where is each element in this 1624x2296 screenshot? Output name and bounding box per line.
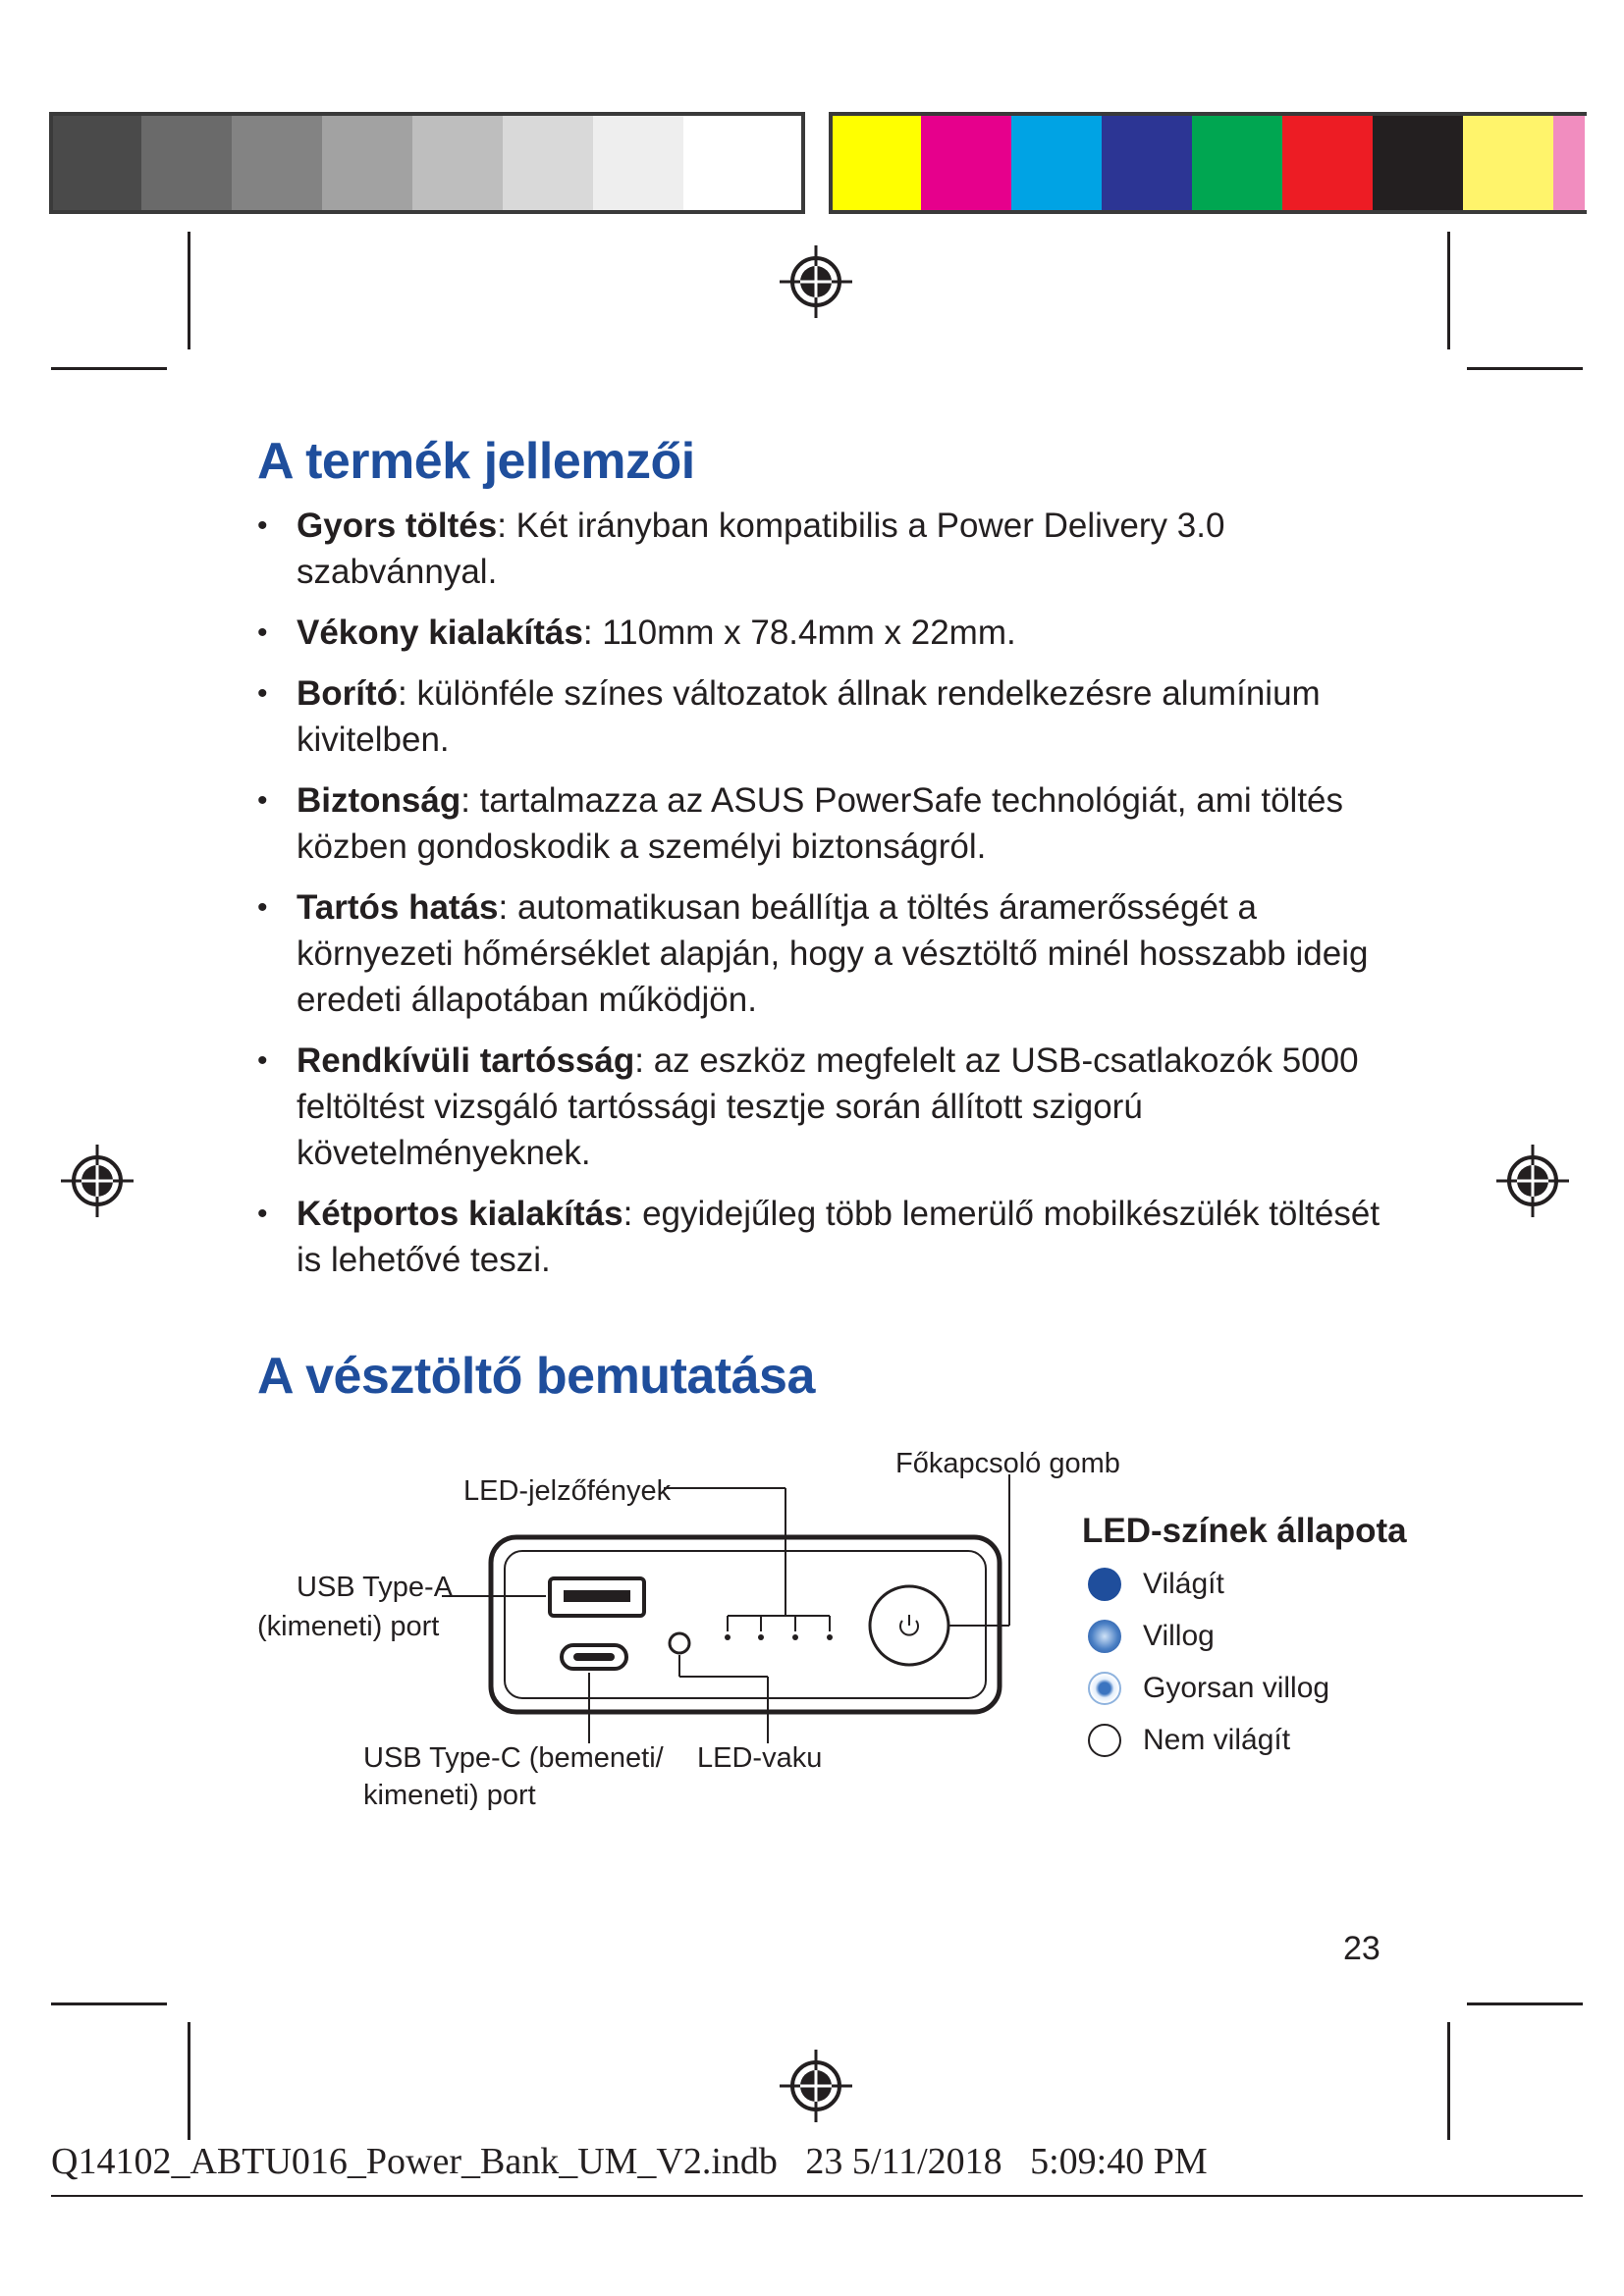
color-bar-frame	[829, 112, 1587, 214]
feature-item	[257, 884, 1396, 1023]
feature-term: Rendkívüli tartósság	[297, 1041, 635, 1080]
label-main-switch: Főkapcsoló gomb	[895, 1448, 1120, 1479]
usb-a-port	[550, 1578, 644, 1616]
feature-description: : az eszköz megfelelt az USB-csatlakozók 5000 feltöltést vizsgáló tartóssági tesztje során állított szigorú követelményeknek.	[297, 1041, 1359, 1172]
legend-label: Világít	[1143, 1568, 1224, 1600]
registration-mark-icon	[778, 2048, 854, 2124]
registration-mark-icon	[59, 1143, 135, 1219]
feature-description: : egyidejűleg több lemerülő mobilkészülék töltését is lehetővé teszi.	[297, 1195, 1380, 1279]
label-usb-a-line2: (kimeneti) port	[257, 1611, 440, 1642]
legend-item	[1088, 1615, 1215, 1658]
feature-term: Borító	[297, 674, 399, 713]
legend-label: Nem világít	[1143, 1724, 1291, 1756]
legend-label: Villog	[1143, 1620, 1215, 1652]
feature-description: : különféle színes változatok állnak rendelkezésre alumínium kivitelben.	[297, 674, 1321, 759]
feature-term: Vékony kialakítás	[297, 614, 583, 652]
grayscale-bar-frame	[49, 112, 805, 214]
crop-mark	[1467, 2002, 1583, 2005]
footer-rule	[51, 2195, 1583, 2197]
usb-c-port	[562, 1645, 626, 1669]
label-led-indicators: LED-jelzőfények	[463, 1475, 672, 1507]
legend-item	[1088, 1667, 1329, 1710]
led-legend-title: LED-színek állapota	[1082, 1512, 1407, 1550]
feature-description: : automatikusan beállítja a töltés áramerősségét a környezeti hőmérséklet alapján, hogy a vésztöltő minél hosszabb ideig eredeti állapotában működjön.	[297, 888, 1369, 1019]
label-usb-c-line1: USB Type-C (bemeneti/	[363, 1742, 664, 1774]
label-usb-c-line2: kimeneti) port	[363, 1780, 536, 1811]
crop-mark	[1467, 367, 1583, 370]
led-indicator-dot	[827, 1634, 833, 1640]
led-indicator-dot	[725, 1634, 731, 1640]
feature-item	[257, 670, 1396, 763]
led-status-icon	[1088, 1568, 1121, 1601]
feature-list	[257, 503, 1396, 1298]
power-icon	[900, 1621, 918, 1635]
led-status-icon	[1088, 1724, 1121, 1757]
feature-term: Tartós hatás	[297, 888, 499, 927]
crop-mark	[51, 2002, 167, 2005]
legend-item	[1088, 1719, 1290, 1762]
file-footer: Q14102_ABTU016_Power_Bank_UM_V2.indb 23 5/11/2018 5:09:40 PM	[51, 2141, 1208, 2182]
usb-a-port-tongue	[564, 1590, 630, 1602]
label-usb-a-line1: USB Type-A	[297, 1572, 454, 1603]
section-title-features: A termék jellemzői	[257, 433, 695, 490]
feature-term: Gyors töltés	[297, 507, 498, 545]
crop-mark	[188, 232, 190, 349]
page-number: 23	[1343, 1930, 1380, 1967]
led-status-icon	[1088, 1672, 1121, 1705]
power-button	[870, 1586, 948, 1665]
led-indicator-dot	[758, 1634, 764, 1640]
power-bank-body	[491, 1537, 1000, 1712]
feature-item	[257, 1191, 1396, 1283]
legend-label: Gyorsan villog	[1143, 1672, 1330, 1704]
crop-mark	[1447, 2022, 1450, 2140]
legend-item	[1088, 1563, 1224, 1606]
feature-term: Biztonság	[297, 781, 461, 820]
label-led-flash: LED-vaku	[697, 1742, 823, 1774]
led-status-icon	[1088, 1620, 1121, 1653]
feature-item	[257, 503, 1396, 595]
led-indicator-dot	[792, 1634, 798, 1640]
led-flash	[670, 1633, 689, 1653]
registration-mark-icon	[778, 243, 854, 320]
feature-item	[257, 610, 1396, 656]
usb-c-port-tongue	[573, 1653, 615, 1661]
feature-item	[257, 777, 1396, 870]
feature-term: Kétportos kialakítás	[297, 1195, 623, 1233]
feature-item	[257, 1038, 1396, 1176]
registration-mark-icon	[1494, 1143, 1571, 1219]
crop-mark	[51, 367, 167, 370]
feature-description: : Két irányban kompatibilis a Power Delivery 3.0 szabvánnyal.	[297, 507, 1225, 591]
feature-description: : tartalmazza az ASUS PowerSafe technológiát, ami töltés közben gondoskodik a személyi biztonságról.	[297, 781, 1344, 866]
power-bank-body-inner	[505, 1551, 986, 1698]
crop-mark	[1447, 232, 1450, 349]
section-title-overview: A vésztöltő bemutatása	[257, 1348, 815, 1405]
feature-description: : 110mm x 78.4mm x 22mm.	[582, 614, 1016, 652]
crop-mark	[188, 2022, 190, 2140]
